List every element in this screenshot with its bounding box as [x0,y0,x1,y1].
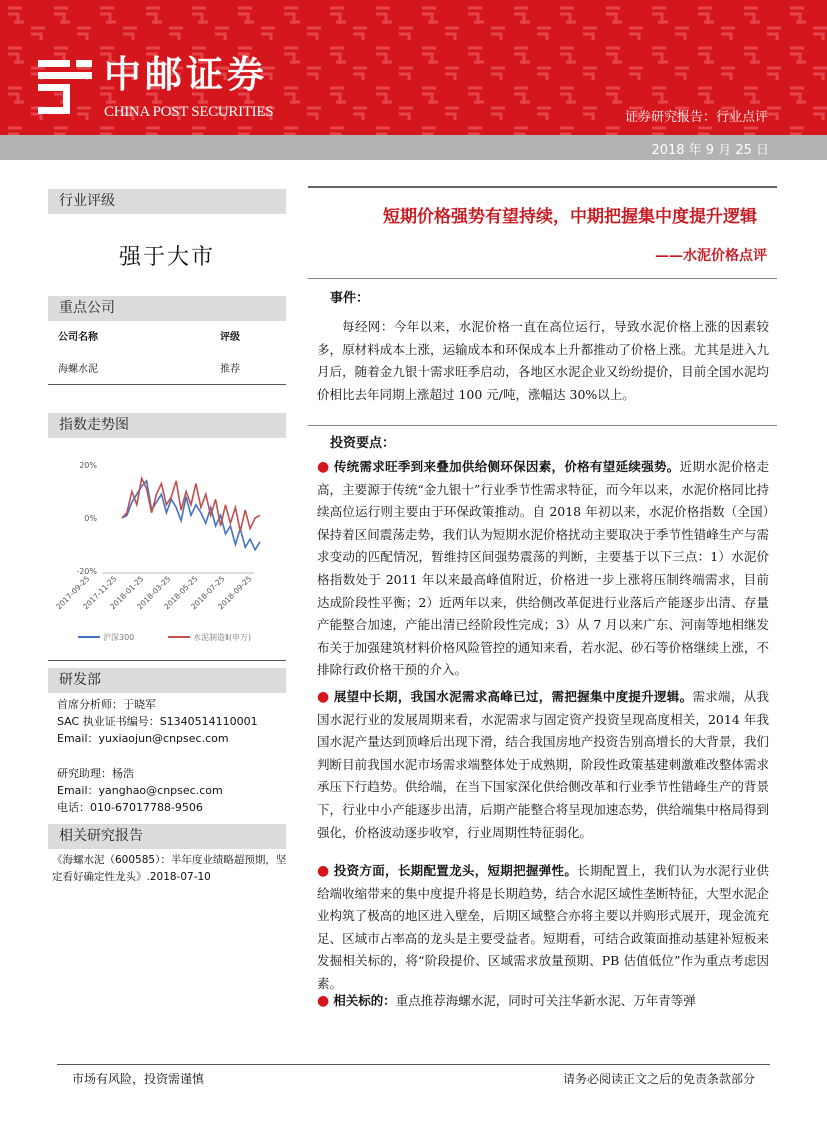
bullet-4-heading: 相关标的： [333,993,396,1008]
analyst-sac: SAC 执业证书编号：S1340514110001 [57,715,258,728]
bullet-3-heading: 投资方面，长期配置龙头，短期把握弹性。 [333,863,578,878]
bullet-4-text: 重点推荐海螺水泥，同时可关注华新水泥、万年青等弹 [395,993,696,1008]
rating-value: 强于大市 [118,245,215,270]
footer-risk-notice: 市场有风险，投资需谨慎 [72,1072,205,1086]
bullet-point-2 [317,686,769,844]
divider [48,384,286,385]
research-heading: 研发部 [48,668,286,693]
x-tick-label: 2018-07-25 [189,574,227,612]
divider [48,660,286,661]
divider [308,278,777,279]
date-bar [0,135,827,160]
header-banner [0,0,827,135]
bullet-point-3 [317,860,769,996]
event-text: 每经网：今年以来，水泥价格一直在高位运行，导致水泥价格上涨的因素较多，原材料成本上涨，运输成本和环保成本上升都推动了价格上涨。尤其是进入九月后，随着金九银十需求旺季启动，各地区水泥企业又纷纷提价，目前全国水泥均价相比去年同期上涨超过 100 元/吨，涨幅达 30%以上。 [317,319,769,402]
bullet-point-1 [317,456,769,682]
bullet-dot-icon: ● [317,689,330,705]
legend-label-1: 水泥制造Ⅱ(申万) [193,633,252,642]
index-heading: 指数走势图 [48,413,286,438]
x-tick-label: 2018-01-25 [108,574,146,612]
company-name-cell: 海螺水泥 [58,364,98,375]
bullet-dot-icon: ● [317,993,330,1009]
bullet-3-text: 长期配置上，我们认为水泥行业供给端收缩带来的集中度提升将是长期趋势，结合水泥区域性垄断特征，大型水泥企业构筑了极高的地区进入壁垒，后期区域整合亦将主要以并购形式展开，现金流充足、区域市占率高的龙头是主要受益者。短期看，可结合政策面推动基建补短板来发掘相关标的，将“阶段提价、区域需求放量预期、PB 估值低位”作为重点考虑因素。 [317,863,769,991]
bullet-dot-icon: ● [317,459,330,475]
logo-chinese: 中邮证券 [104,52,268,96]
analyst-email: Email：yuxiaojun@cnpsec.com [57,732,229,745]
footer-rule [57,1064,770,1065]
index-chart [48,448,286,658]
research-info [57,696,287,816]
bullet-1-heading: 传统需求旺季到来叠加供给侧环保因素，价格有望延续强势。 [333,459,680,474]
x-tick-label: 2018-03-25 [135,574,173,612]
bullet-1-text: 近期水泥价格走高，主要源于传统“金九银十”行业季节性需求特征，而今年以来，水泥价格同比持续高位运行则主要由于环保政策推动。自 2018 年初以来，水泥价格指数（全国）保持着区间震荡走势，我们认为短期水泥价格扰动主要取决于季节性错峰生产与需求变动的匹配情况，暂维持区间强势震荡的判断，主要基于以下三点：1）水泥价格指数处于 2011 年以来最高峰值附近，价格进一步上涨将压制终端需求，目前达成阶段性平衡；2）近两年以来，供给侧改革促进行业落后产能逐步出清、存量产能整合加速，产能出清已经阶段性完成；3）从 7 月以来广东、河南等地相继发布关于加强建筑材料价格风险管控的通知来看，若水泥、砂石等价格继续上涨，不排除行政价格干预的介入。 [317,459,769,678]
y-tick-label: -20% [76,567,97,576]
report-date: 2018 年 9 月 25 日 [651,143,769,158]
report-title: 短期价格强势有望持续，中期把握集中度提升逻辑 [383,207,757,227]
report-subtitle: ——水泥价格点评 [655,248,767,264]
footer-disclaimer: 请务必阅读正文之后的免责条款部分 [562,1072,755,1086]
report-type: 证券研究报告：行业点评 [624,110,768,125]
col-company-name: 公司名称 [58,332,98,343]
rating-heading: 行业评级 [48,189,286,214]
invest-label: 投资要点： [330,436,396,451]
bullet-2-heading: 展望中长期，我国水泥需求高峰已过，需把握集中度提升逻辑。 [333,689,693,704]
x-tick-label: 2017-11-25 [81,574,119,612]
company-rating-cell: 推荐 [220,364,240,375]
bullet-point-4 [317,990,769,1013]
assistant-phone: 电话：010-67017788-9506 [57,801,203,814]
x-tick-label: 2017-09-25 [54,574,92,612]
china-post-logo-icon [34,56,96,118]
y-tick-label: 20% [79,461,97,470]
logo-english: CHINA POST SECURITIES [104,104,274,120]
y-tick-label: 0% [84,514,97,523]
assistant-name: 研究助理：杨浩 [57,767,134,780]
x-tick-label: 2018-09-25 [216,574,254,612]
related-report-item[interactable]: 《海螺水泥（600585）：半年度业绩略超预期，坚定看好确定性龙头》.2018-07-10 [52,854,287,883]
bullet-dot-icon: ● [317,863,330,879]
companies-heading: 重点公司 [48,296,286,321]
x-tick-label: 2018-05-25 [162,574,200,612]
index-chart-svg [48,448,286,658]
event-label: 事件： [330,291,370,306]
series-line-0 [122,481,260,550]
analyst-name: 首席分析师：于晓军 [57,698,156,711]
legend-label-0: 沪深300 [103,633,135,642]
assistant-email: Email：yanghao@cnpsec.com [57,784,223,797]
divider [308,425,777,426]
top-rule [308,186,777,188]
col-rating: 评级 [220,332,240,343]
bullet-2-text: 需求端，从我国水泥行业的发展周期来看，水泥需求与固定资产投资呈现高度相关，2014 年我国水泥产量达到顶峰后出现下滑，结合我国房地产投资告别高增长的大背景，我们判断目前我国水泥市场需求端整体处于成熟期，阶段性政策基建刺激难改整体需求承压下行趋势。供给端，在当下国家深化供给侧改革和行业季节性错峰生产的背景下，行业中小产能逐步出清，后期产能整合将呈现加速态势，供给端集中格局得到强化，价格波动逐步收窄，行业周期性特征弱化。 [317,689,769,840]
related-heading: 相关研究报告 [48,824,286,849]
